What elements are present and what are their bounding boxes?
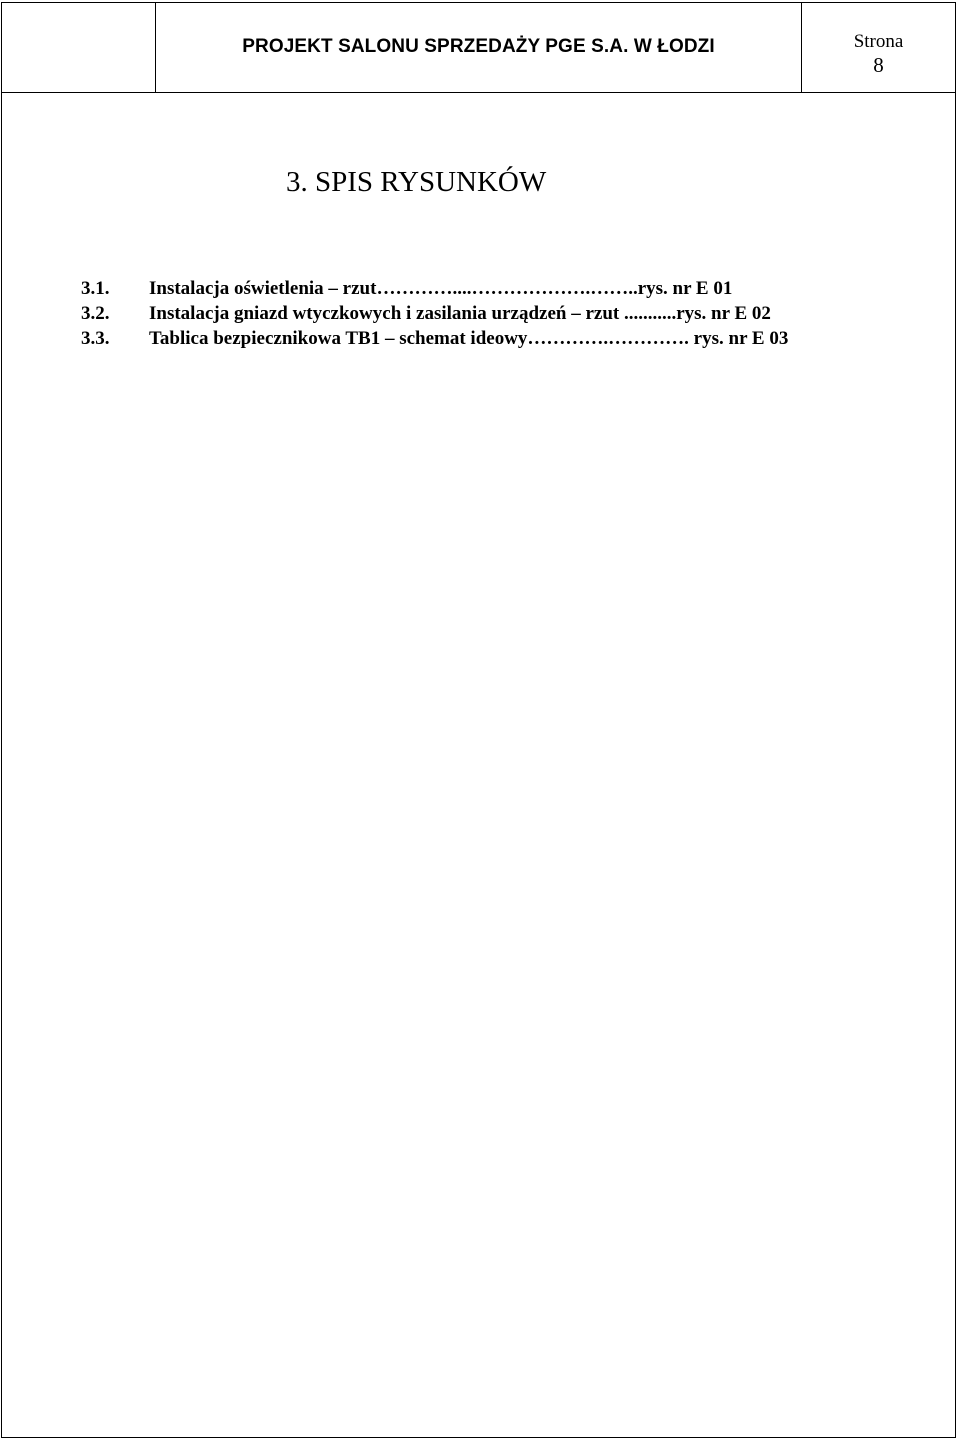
item-text: Tablica bezpiecznikowa TB1 – schemat ideowy………….…………. rys. nr E 03 — [149, 328, 789, 349]
header-logo-cell — [1, 2, 156, 92]
page-header — [1, 2, 956, 93]
section-heading: 3. SPIS RYSUNKÓW — [286, 166, 547, 198]
list-item — [81, 301, 941, 326]
item-number: 3.2. — [81, 303, 110, 324]
page-number-cell — [802, 2, 955, 92]
item-number: 3.1. — [81, 278, 110, 299]
page-label: Strona — [853, 31, 904, 52]
page-number: 8 — [873, 53, 884, 77]
item-number: 3.3. — [81, 328, 110, 349]
item-text: Instalacja oświetlenia – rzut…………....……………….……..rys. nr E 01 — [149, 278, 733, 299]
list-item — [81, 326, 941, 351]
page-frame — [1, 2, 956, 1438]
list-item — [81, 276, 941, 301]
document-title: PROJEKT SALONU SPRZEDAŻY PGE S.A. W ŁODZI — [156, 2, 802, 92]
drawings-list — [81, 276, 941, 351]
item-text: Instalacja gniazd wtyczkowych i zasilania urządzeń – rzut ...........rys. nr E 02 — [149, 303, 771, 324]
